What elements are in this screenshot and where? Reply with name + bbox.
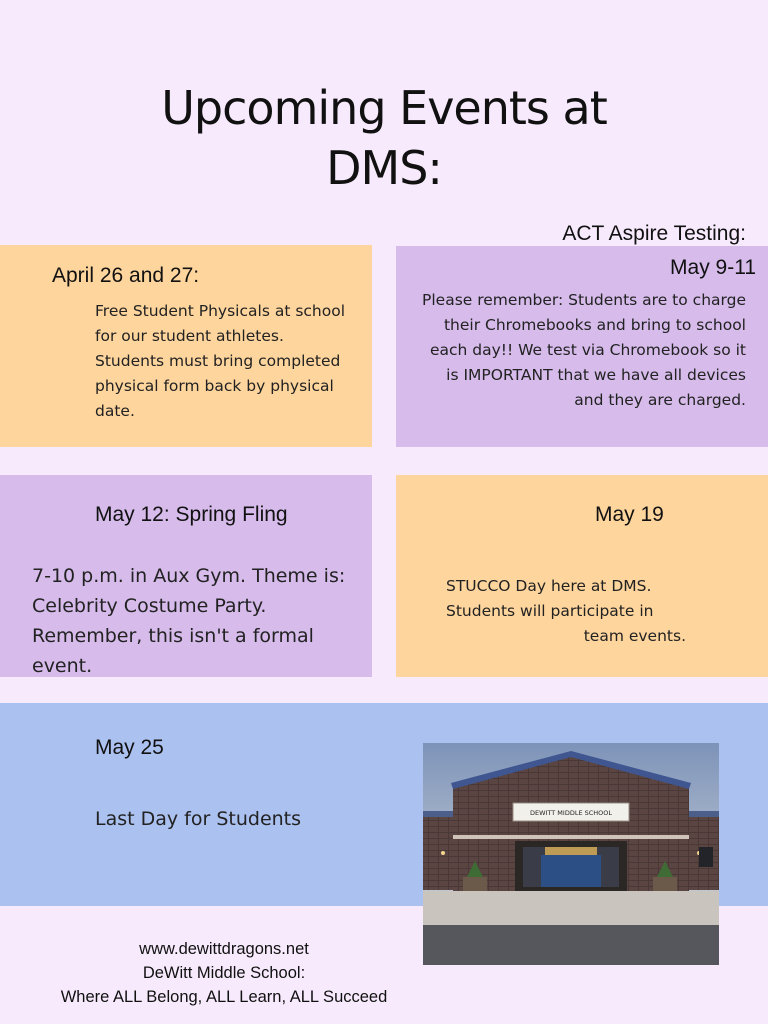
event-description: Please remember: Students are to charge their Chromebooks and bring to school each day!! We test via Chromebook so it is IMPORTANT that we have all devices and they are charged. — [422, 291, 746, 409]
event-card-physicals — [0, 245, 372, 447]
event-heading-act-title: ACT Aspire Testing: — [562, 222, 746, 245]
footer — [0, 937, 448, 1009]
event-description: Last Day for Students — [95, 808, 302, 830]
event-heading: May 25 — [95, 736, 164, 759]
event-card-spring-fling — [0, 475, 372, 677]
event-card-act-aspire — [396, 246, 768, 447]
event-description: 7-10 p.m. in Aux Gym. Theme is: Celebrity Costume Party. Remember, this isn't a formal event. — [32, 565, 346, 677]
school-sign-text: DEWITT MIDDLE SCHOOL — [529, 809, 613, 817]
footer-website: www.dewittdragons.net — [139, 940, 309, 958]
school-building-photo — [423, 743, 719, 965]
page-title — [0, 78, 768, 198]
footer-school-name: DeWitt Middle School: — [142, 964, 306, 982]
page-title-line1: Upcoming Events at — [161, 81, 607, 135]
event-heading: May 19 — [595, 503, 664, 526]
event-description — [446, 574, 686, 649]
event-description-line: STUCCO Day here at DMS. — [446, 577, 652, 595]
event-heading: May 12: Spring Fling — [95, 503, 288, 526]
event-description-line: Students will participate in — [446, 602, 654, 620]
event-description: Free Student Physicals at school for our student athletes. Students must bring completed physical form back by physical date. — [95, 302, 346, 420]
event-description-line: team events. — [583, 627, 686, 645]
footer-motto: Where ALL Belong, ALL Learn, ALL Succeed — [60, 988, 388, 1006]
event-heading-act-dates: May 9-11 — [670, 256, 756, 279]
event-card-stucco-day — [396, 475, 768, 677]
page-title-line2: DMS: — [326, 141, 442, 195]
event-heading: April 26 and 27: — [52, 264, 200, 287]
